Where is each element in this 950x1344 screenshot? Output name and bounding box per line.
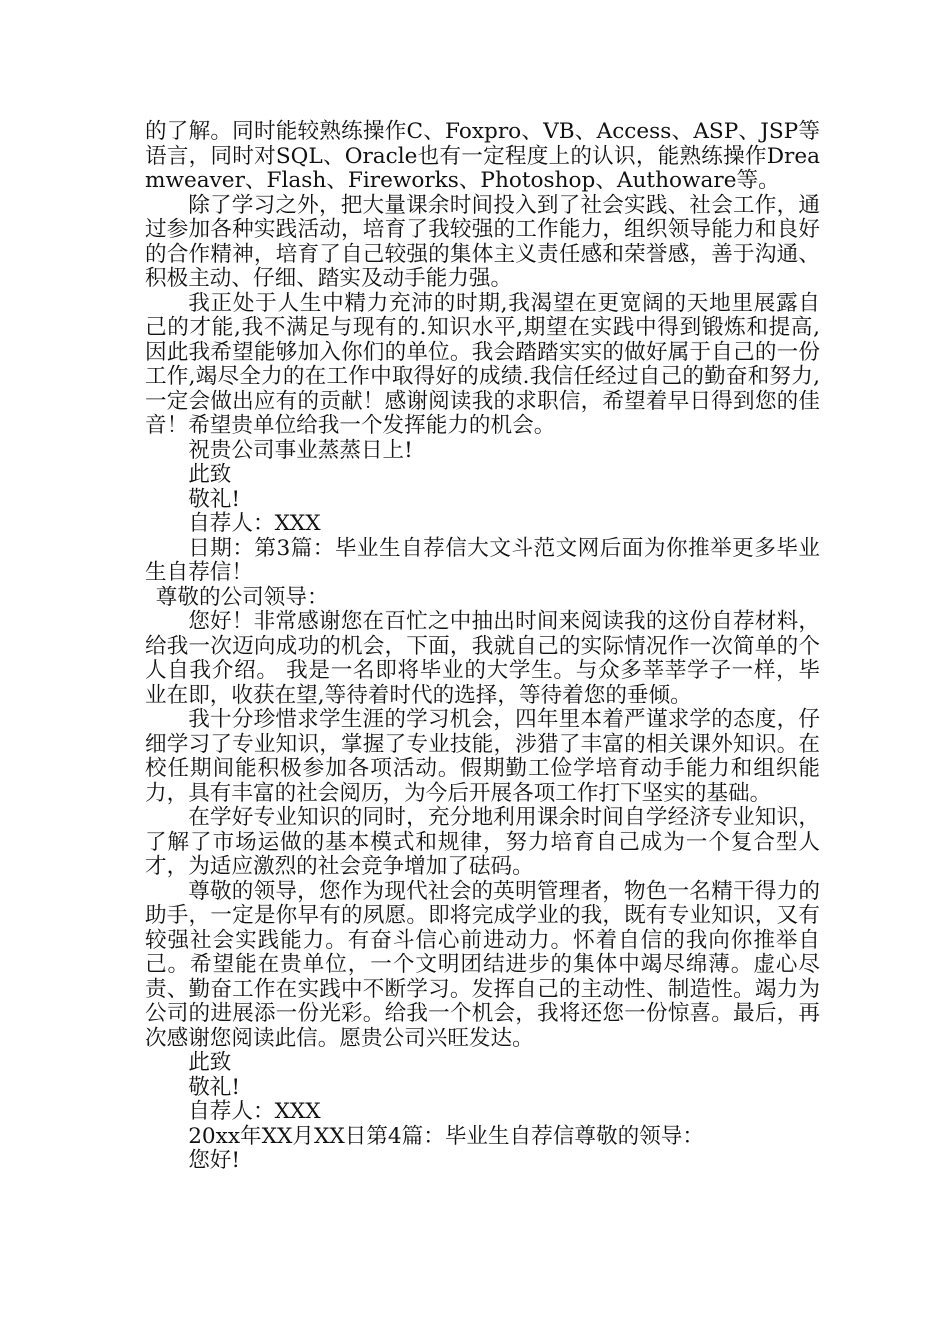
letter-greeting: 尊敬的公司领导： <box>155 584 329 610</box>
signature-line: 自荐人：XXX <box>188 511 321 536</box>
paragraph-leadership: 尊敬的领导，您作为现代社会的英明管理者，物色一名精干得力的助手，一定是你早有的夙愿。即将完成学业的我，既有专业知识，又有较强社会实践能力。有奋斗信心前进动力。怀着自信的我向你推举自己。希望能在贵单位，一个文明团结进步的集体中竭尽绵薄。虚心尽责、勤奋工作在实践中不断学习。发挥自己的主动性、制造性。竭力为公司的进展添一份光彩。给我一个机会，我将还您一份惊喜。最后，再次感谢您阅读此信。愿贵公司兴旺发达。 <box>145 878 820 1051</box>
paragraph-study: 我十分珍惜求学生涯的学习机会，四年里本着严谨求学的态度，仔细学习了专业知识，掌握了专业技能，涉猎了丰富的相关课外知识。在校任期间能积极参加各项活动。假期勤工俭学培育动手能力和组织能力，具有丰富的社会阅历，为今后开展各项工作打下坚实的基础。 <box>145 707 820 806</box>
paragraph-social-practice: 除了学习之外，把大量课余时间投入到了社会实践、社会工作，通过参加各种实践活动，培育了我较强的工作能力，组织领导能力和良好的合作精神，培育了自己较强的集体主义责任感和荣誉感，善于沟通、积极主动、仔细、踏实及动手能力强。 <box>145 192 820 291</box>
paragraph-aspiration: 我正处于人生中精力充沛的时期,我渴望在更宽阔的天地里展露自己的才能,我不满足与现有的.知识水平,期望在实践中得到锻炼和提高,因此我希望能够加入你们的单位。我会踏踏实实的做好属于自己的一份工作,竭尽全力的在工作中取得好的成绩.我信任经过自己的勤奋和努力,一定会做出应有的贡献！感谢阅读我的求职信，希望着早日得到您的佳音！希望贵单位给我一个发挥能力的机会。 <box>145 290 820 438</box>
closing-wish: 祝贵公司事业蒸蒸日上! <box>188 437 413 463</box>
greeting-nihao: 您好! <box>188 1148 241 1173</box>
document-page <box>145 120 820 1174</box>
salutation-jingli-2: 敬礼! <box>188 1074 241 1100</box>
paragraph-economics: 在学好专业知识的同时，充分地利用课余时间自学经济专业知识，了解了市场运做的基本模式和规律，努力培育自己成为一个复合型人才，为适应激烈的社会竞争增加了砝码。 <box>145 805 820 879</box>
paragraph-intro: 您好！非常感谢您在百忙之中抽出时间来阅读我的这份自荐材料，给我一次迈向成功的机会，下面，我就自己的实际情况作一次简单的个人自我介绍。 我是一名即将毕业的大学生。与众多莘莘学子一样，毕业在即，收获在望,等待着时代的选择，等待着您的垂倾。 <box>145 609 820 708</box>
salutation-cizhi-2: 此致 <box>188 1050 232 1075</box>
date-heading-4: 20xx年XX月XX日第4篇：毕业生自荐信尊敬的领导： <box>188 1123 704 1149</box>
paragraph-skills: 的了解。同时能较熟练操作C、Foxpro、VB、Access、ASP、JSP等语言，同时对SQL、Oracle也有一定程度上的认识，能熟练操作Dreamweaver、Flash、Fireworks、Photoshop、Authoware等。 <box>145 119 820 193</box>
salutation-cizhi: 此致 <box>188 462 232 487</box>
date-heading-3: 日期：第3篇：毕业生自荐信大文斗范文网后面为你推举更多毕业生自荐信！ <box>145 535 820 585</box>
signature-line-2: 自荐人：XXX <box>188 1099 321 1124</box>
salutation-jingli: 敬礼! <box>188 486 241 512</box>
